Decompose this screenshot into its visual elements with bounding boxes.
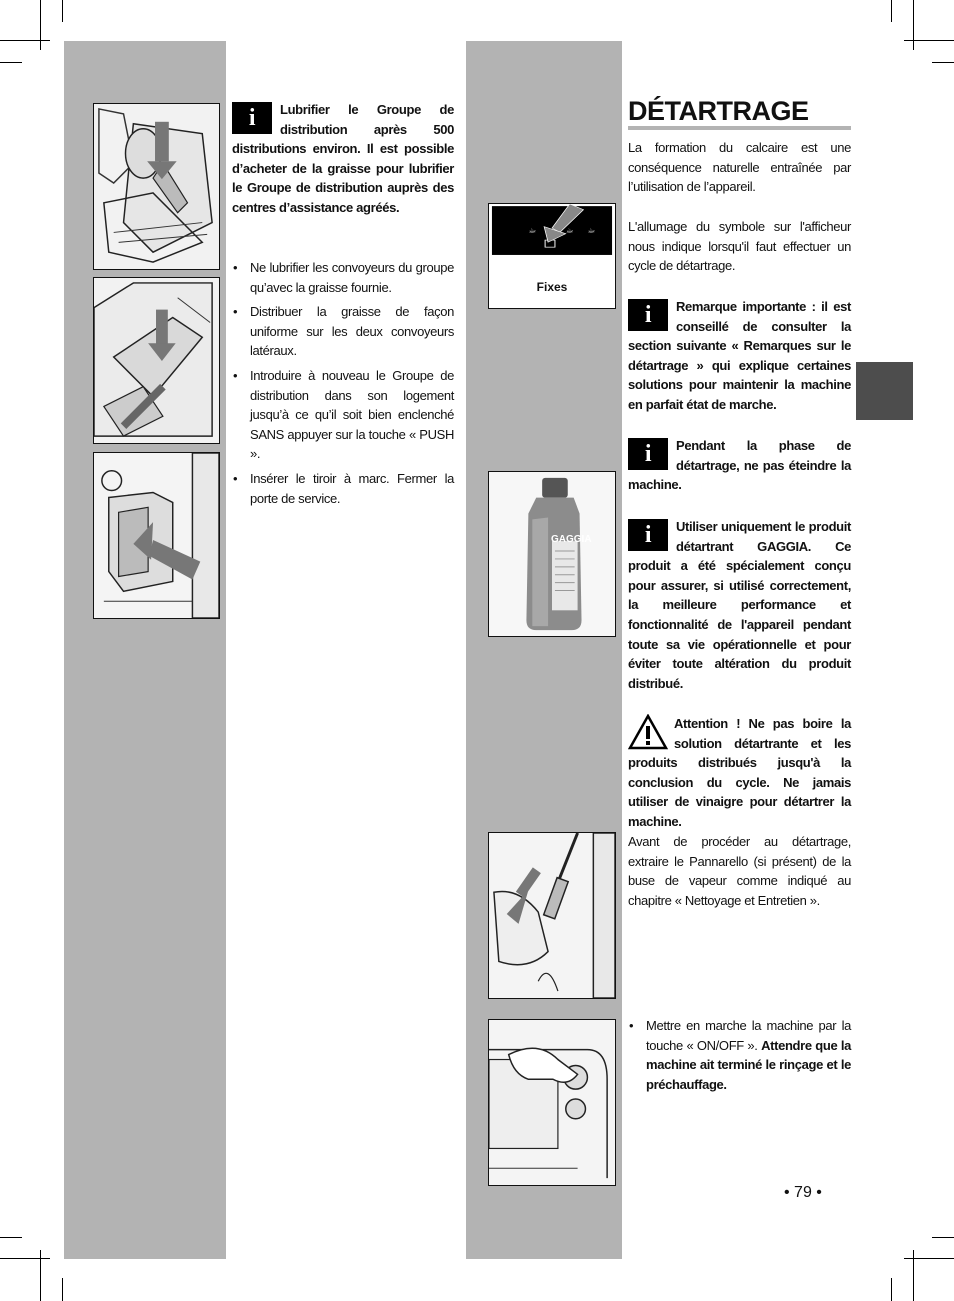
section-title: DÉTARTRAGE [628, 96, 809, 126]
svg-text:☕: ☕ [565, 226, 574, 234]
crop-mark [932, 1237, 954, 1238]
crop-mark [62, 0, 63, 22]
list-item: • Introduire à nouveau le Groupe de distribution dans son logement jusqu’à ce qu’il soit bien enclenché SANS appuyer sur la touche « PUSH ». [230, 366, 454, 464]
descale-intro-2: L'allumage du symbole sur l'afficheur nous indique lorsqu'il faut effectuer un cycle de détartrage. [628, 219, 851, 274]
display-caption: Fixes [536, 280, 568, 294]
figure-remove-pannarello [488, 832, 616, 999]
crop-mark [913, 1250, 914, 1301]
bottle-brand-label: GAGGIA [551, 534, 592, 545]
crop-mark [0, 1258, 50, 1259]
crop-mark [0, 40, 50, 41]
warning-triangle-icon [628, 714, 668, 750]
figure-display-descale-symbol [488, 203, 616, 309]
info-icon: i [628, 438, 668, 470]
info-note-gaggia-only: i Utiliser uniquement le produit détartrant GAGGIA. Ce produit a été spécialement conçu pour assurer, si utilisé correctement, la meilleure performance et fonctionnalité de l'appareil pendant toute sa vie opérationnelle et pour éviter toute altération du produit distribué. [628, 519, 851, 691]
warning-note: Attention ! Ne pas boire la solution détartrante et les produits distribués jusqu'à la conclusion du cycle. Ne jamais utiliser de vinaigre pour détartrer la machine. [628, 716, 851, 829]
svg-text:☕: ☕ [528, 226, 537, 234]
crop-mark [932, 62, 954, 63]
crop-mark [904, 1258, 954, 1259]
info-note-important: i Remarque importante : il est conseillé de consulter la section suivante « Remarques sur le détartrage » qui explique certaines solutions pour maintenir la machine en parfait état de marche. [628, 299, 851, 412]
crop-mark [40, 0, 41, 50]
title-underline [628, 126, 851, 130]
crop-mark [891, 0, 892, 22]
crop-mark [913, 0, 914, 50]
pannarello-instruction: Avant de procéder au détartrage, extraire le Pannarello (si présent) de la buse de vapeur comme indiqué au chapitre « Nettoyage et Entretien ». [628, 834, 851, 908]
figure-insert-group [93, 452, 220, 619]
crop-mark [891, 1278, 892, 1301]
crop-mark [904, 40, 954, 41]
figure-lubricate-group [93, 103, 220, 270]
info-icon: i [628, 299, 668, 331]
figure-descaler-bottle [488, 471, 616, 637]
list-item: • Mettre en marche la machine par la touche « ON/OFF ». Attendre que la machine ait terminé le rinçage et le préchauffage. [626, 1016, 851, 1094]
crop-mark [0, 62, 22, 63]
info-icon: i [628, 519, 668, 551]
info-note-no-switch-off: i Pendant la phase de détartrage, ne pas éteindre la machine. [628, 438, 851, 493]
info-note-lubrication: i Lubrifier le Groupe de distribution après 500 distributions environ. Il est possible d’acheter de la graisse pour lubrifier le Groupe de distribution auprès des centres d’assistance agréés. [232, 102, 454, 215]
section-tab [856, 362, 913, 420]
on-off-step [626, 1016, 851, 1099]
figure-grease-convoyors [93, 277, 220, 444]
crop-mark [40, 1250, 41, 1301]
crop-mark [0, 1237, 22, 1238]
list-item: • Ne lubrifier les convoyeurs du groupe qu’avec la graisse fournie. [230, 258, 454, 297]
descale-intro-1: La formation du calcaire est une conséquence naturelle entraînée par l’utilisation de l’appareil. [628, 140, 851, 195]
list-item: • Insérer le tiroir à marc. Fermer la porte de service. [230, 469, 454, 508]
figure-press-on-off [488, 1019, 616, 1186]
page-number: • 79 • [784, 1184, 822, 1201]
info-icon: i [232, 102, 272, 134]
crop-mark [62, 1278, 63, 1301]
lubrication-steps [230, 258, 454, 513]
list-item: • Distribuer la graisse de façon uniforme sur les deux convoyeurs latéraux. [230, 302, 454, 361]
svg-text:☕: ☕ [587, 226, 596, 234]
